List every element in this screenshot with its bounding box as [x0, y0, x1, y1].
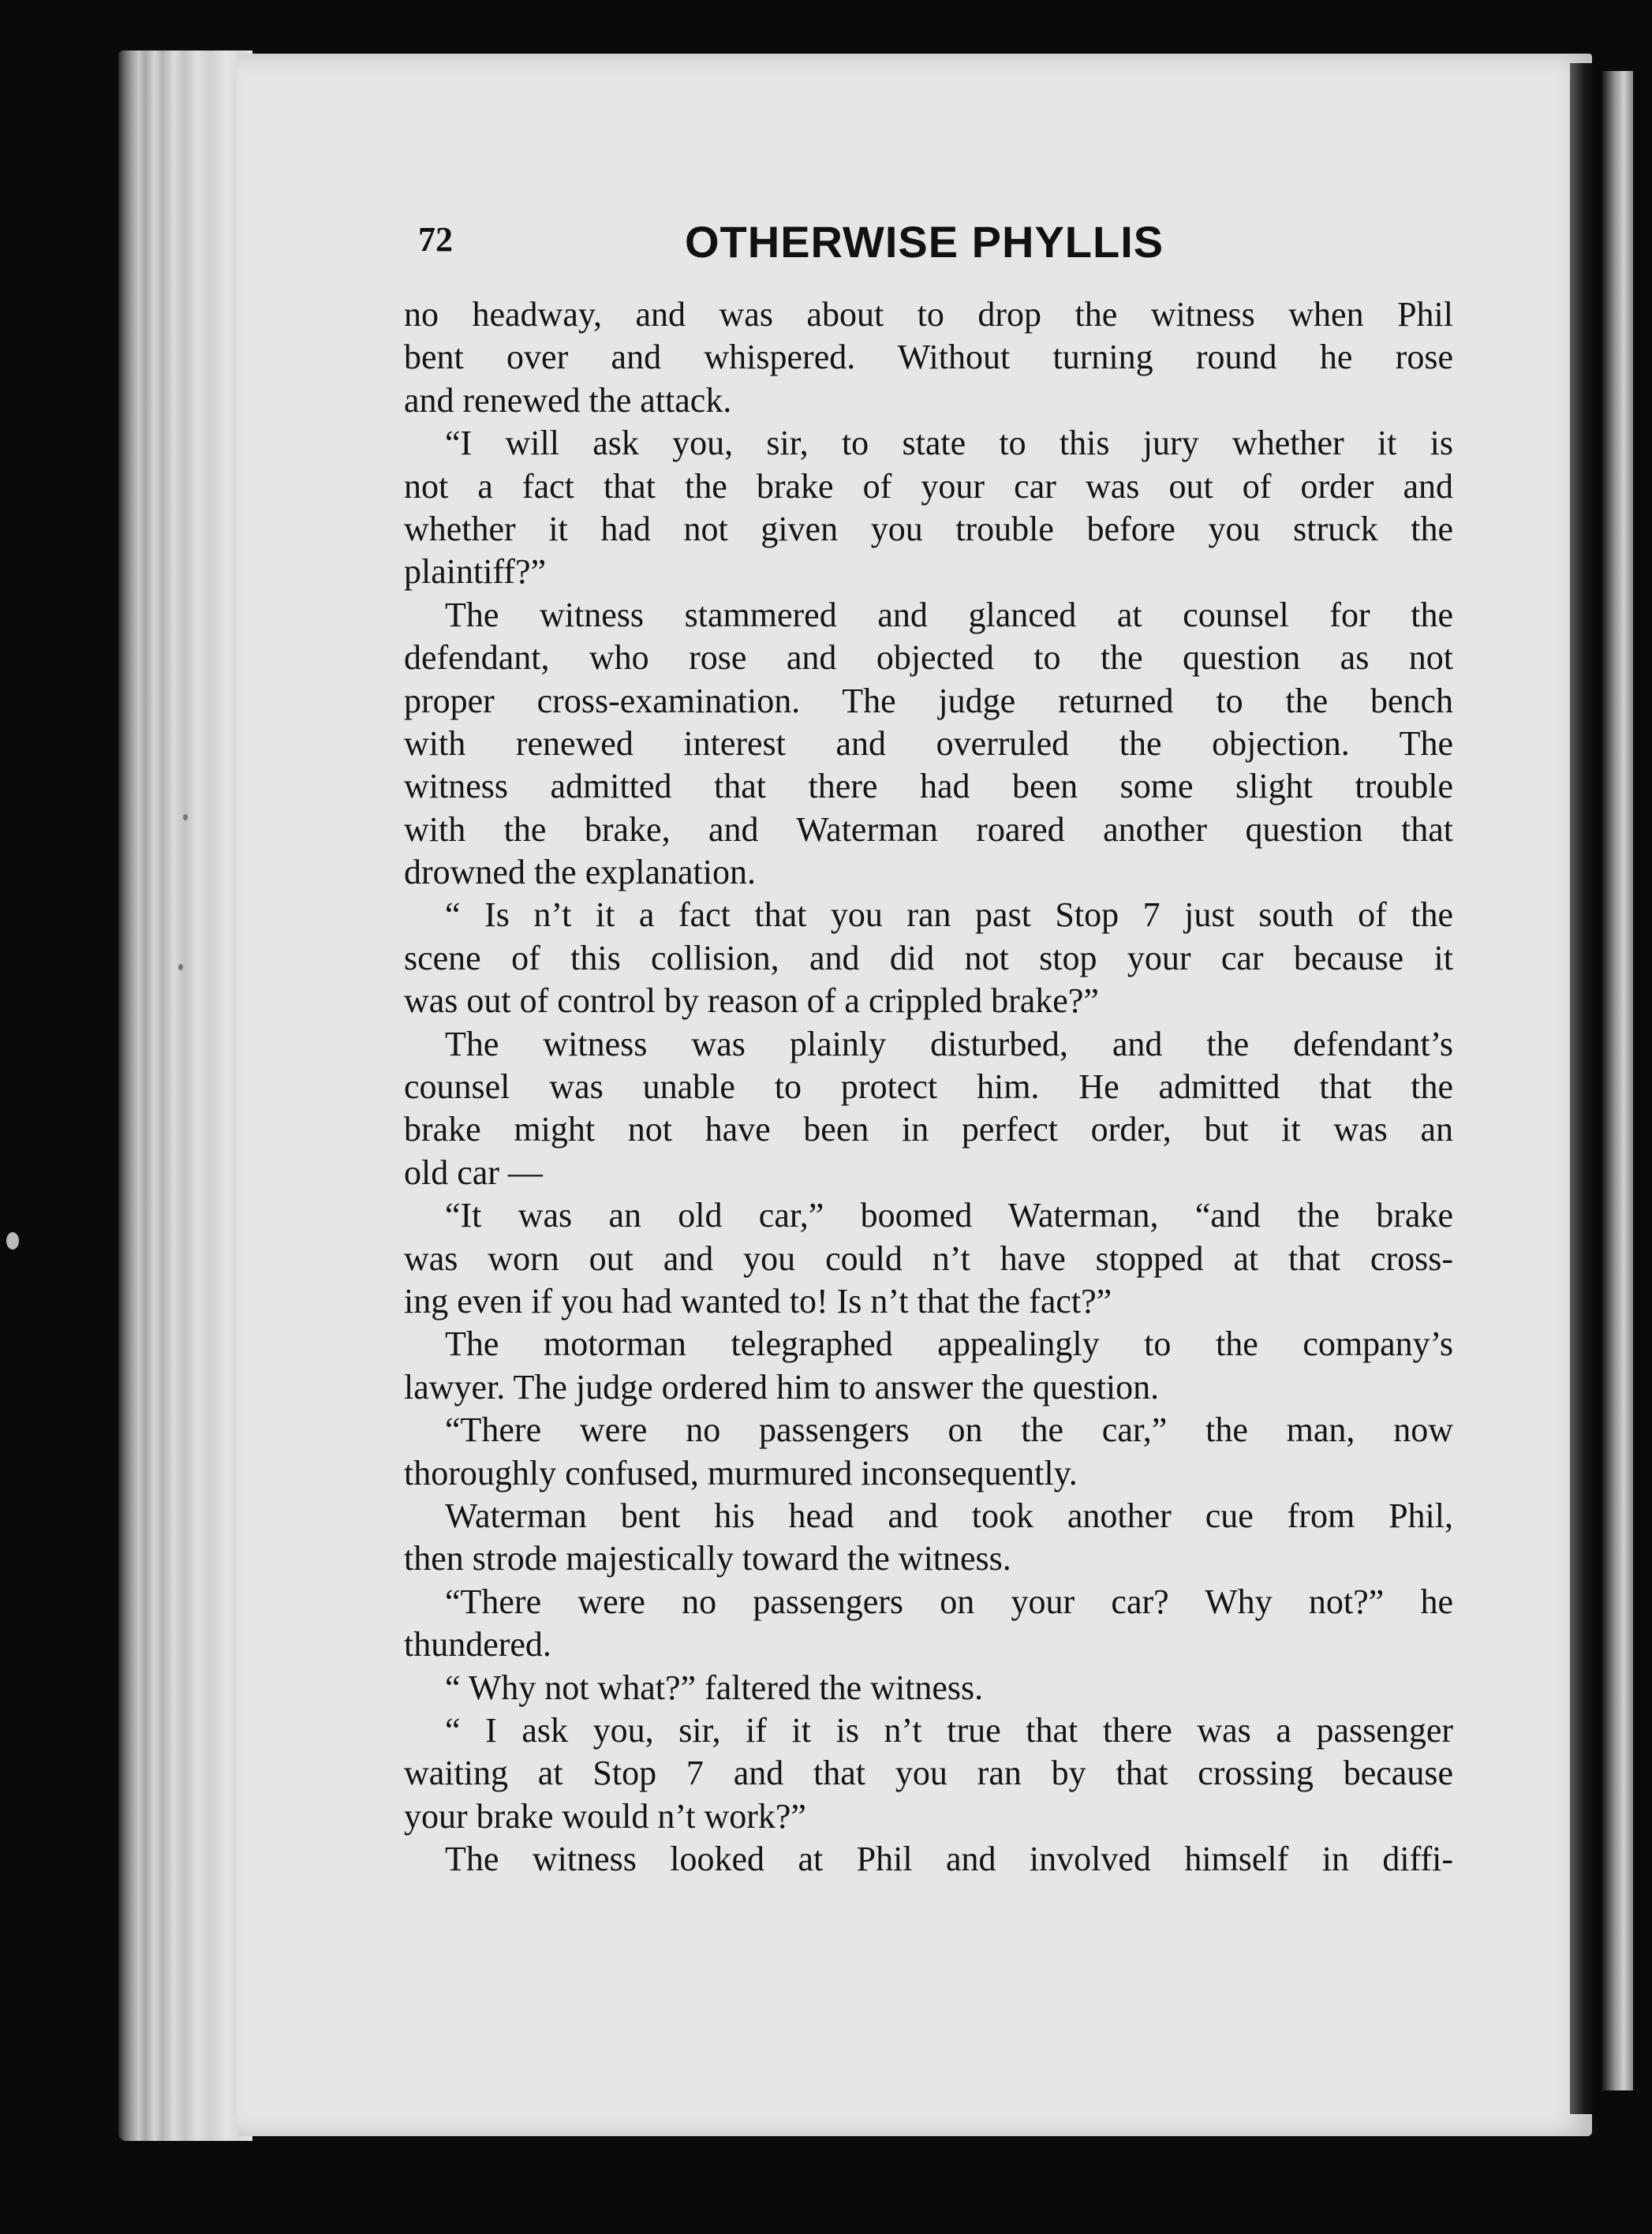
text-line: then strode majestically toward the witness. [404, 1539, 1011, 1578]
text-line: “ Is n’t it a fact that you ran past Stop 7 just south of the [445, 895, 1453, 935]
text-line: whether it had not given you trouble before you struck the [404, 509, 1453, 548]
running-header [418, 213, 1207, 276]
text-line: with renewed interest and overruled the objection. The [404, 723, 1453, 763]
dust-speck [183, 814, 188, 820]
binding-shadow [1570, 63, 1594, 2114]
page-edge-stack [118, 50, 252, 2141]
text-line: plaintiff?” [404, 552, 546, 592]
text-line: thoroughly confused, murmured inconsequently. [404, 1453, 1078, 1492]
text-line: was worn out and you could n’t have stopped at that cross- [404, 1238, 1453, 1278]
text-line: thundered. [404, 1625, 551, 1664]
text-line: bent over and whispered. Without turning round he rose [404, 338, 1453, 377]
text-line: ing even if you had wanted to! Is n’t that the fact?” [404, 1281, 1112, 1321]
dust-speck [6, 1232, 19, 1250]
text-line: “ Why not what?” faltered the witness. [445, 1668, 984, 1707]
text-line: The witness looked at Phil and involved himself in diffi- [445, 1840, 1453, 1879]
text-line: drowned the explanation. [404, 853, 756, 892]
text-line: lawyer. The judge ordered him to answer the question. [404, 1367, 1160, 1407]
text-line: no headway, and was about to drop the witness when Phil [404, 295, 1453, 334]
text-line: your brake would n’t work?” [404, 1796, 806, 1836]
text-line: and renewed the attack. [404, 380, 732, 420]
text-line: brake might not have been in perfect order, but it was an [404, 1110, 1453, 1149]
text-line: counsel was unable to protect him. He admitted that the [404, 1067, 1453, 1107]
text-line: old car — [404, 1152, 543, 1192]
text-line: The witness was plainly disturbed, and the defendant’s [445, 1024, 1453, 1063]
text-line: “There were no passengers on your car? Why not?” he [445, 1582, 1453, 1621]
text-line: Waterman bent his head and took another cue from Phil, [445, 1496, 1453, 1535]
text-line: scene of this collision, and did not stop your car because it [404, 938, 1453, 977]
facing-page-edge [1602, 71, 1633, 2090]
text-line: proper cross-examination. The judge returned to the bench [404, 681, 1453, 720]
text-line: with the brake, and Waterman roared another question that [404, 809, 1453, 849]
text-line: witness admitted that there had been some slight trouble [404, 767, 1453, 806]
text-line: “ I ask you, sir, if it is n’t true that there was a passenger [445, 1710, 1453, 1750]
text-line: “There were no passengers on the car,” the man, now [445, 1410, 1453, 1450]
running-title: OTHERWISE PHYLLIS [685, 217, 1164, 267]
text-line: defendant, who rose and objected to the question as not [404, 638, 1453, 678]
text-line: The witness stammered and glanced at counsel for the [445, 595, 1453, 634]
dust-speck [178, 964, 183, 970]
body-text [404, 293, 1453, 1881]
text-line: “It was an old car,” boomed Waterman, “and the brake [445, 1196, 1453, 1235]
text-line: was out of control by reason of a crippled brake?” [404, 981, 1099, 1021]
text-line: “I will ask you, sir, to state to this jury whether it is [445, 424, 1453, 463]
text-line: not a fact that the brake of your car was out of order and [404, 466, 1453, 506]
text-line: waiting at Stop 7 and that you ran by that crossing because [404, 1754, 1453, 1793]
page-number: 72 [418, 220, 453, 259]
text-line: The motorman telegraphed appealingly to the company’s [445, 1324, 1453, 1364]
